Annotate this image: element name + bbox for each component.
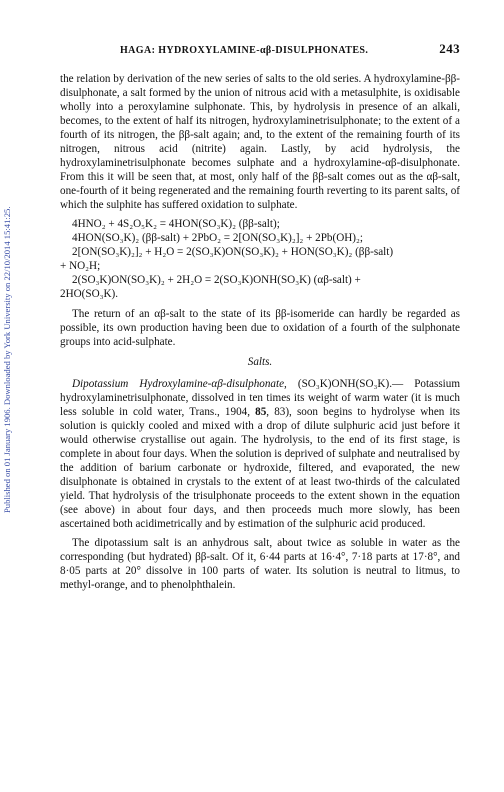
paragraph-relation: the relation by derivation of the new series of salts to the old series. A hydroxylamine-ββ-disulphonate, a salt formed by the union of nitrous acid with a metasulphite, is oxidisable wholly into a peroxylamine sulphonate. This, by hydrolysis in presence of an alkali, becomes, to the extent of half its nitrogen, hydroxylaminetrisulphonate; to the extent of a fourth of its nitrogen, the ββ-salt again; and, to the extent of the remaining fourth of its nitrogen, nitrous acid (nitrite) again. Lastly, by acid hydrolysis, the hydroxylaminetrisulphonate becomes sulphate and a hydroxylamine-αβ-disulphonate. From this it will be seen that, at most, only half of the ββ-salt comes out as the αβ-salt, one-fourth of it being regenerated and the remaining fourth reverting to its parent salts, of which the sulphite has suffered oxidation to sulphate.	[60, 73, 460, 211]
running-title: HAGA: HYDROXYLAMINE-αβ-DISULPHONATES.	[120, 45, 369, 56]
page-body	[60, 72, 460, 597]
section-heading-salts: Salts.	[247, 356, 273, 368]
paragraph-dipotassium	[60, 377, 460, 531]
publication-side-note: Published on 01 January 1906. Downloaded by York University on 22/10/2014 15:41:25.	[2, 206, 12, 514]
paragraph-solubility: The dipotassium salt is an anhydrous salt, about twice as soluble in water as the corresponding (but hydrated) ββ-salt. Of it, 6·44 parts at 16·4°, 7·18 parts at 17·8°, and 8·05 parts at 20° dissolve in 100 parts of water. Its solution is neutral to litmus, to methyl-orange, and to phenolphthalein.	[60, 537, 460, 591]
equation-4: 2(SO₃K)ON(SO₃K)₂ + 2H₂O = 2(SO₃K)ONH(SO₃K) (αβ-salt) +	[72, 274, 361, 286]
paragraph-return: The return of an αβ-salt to the state of its ββ-isomeride can hardly be regarded as possible, its own production having been due to oxidation of a fourth of the sulphonate groups into acid-sulphate.	[60, 308, 460, 348]
page-number: 243	[439, 41, 460, 56]
equation-2: 4HON(SO₃K)₂ (ββ-salt) + 2PbO₂ = 2[ON(SO₃K)₂]₂ + 2Pb(OH)₂;	[72, 232, 363, 244]
equation-3: 2[ON(SO₃K)₂]₂ + H₂O = 2(SO₃K)ON(SO₃K)₂ + HON(SO₃K)₂ (ββ-salt)	[72, 246, 394, 258]
salt-name: Dipotassium Hydroxylamine-αβ-disulphonate,	[72, 378, 287, 390]
salt-formula: (SO₃K)ONH(SO₃K).—	[297, 378, 404, 390]
equation-1: 4HNO₂ + 4S₂O₅K₂ = 4HON(SO₃K)₂ (ββ-salt);	[72, 218, 280, 230]
equation-4-continued: 2HO(SO₃K).	[60, 288, 119, 300]
paragraph-dipotassium-text-1: Potassium hydroxylaminetrisulphonate, dissolved in ten times its weight of warm water (it is much less soluble in cold water, Trans., 1904,	[60, 378, 460, 418]
equation-block	[60, 217, 460, 301]
journal-volume: 85	[255, 406, 267, 418]
paragraph-dipotassium-text-2: , 83), soon begins to hydrolyse when its solution is quickly cooled and mixed with a drop of dilute sulphuric acid just before it would otherwise crystallise out again. The hydrolysis, to the end of its first stage, is complete in about four days. When the solution is deprived of sulphate and neutralised by the addition of barium carbonate or hydroxide, filtered, and evaporated, the new disulphonate is obtained in crystals to the extent of at least two-thirds of the calculated yield. That hydrolysis of the trisulphonate proceeds to the extent shown in the equation (see above) in about four days, and then proceeds much more slowly, has been ascertained both acidimetrically and by estimation of the sulphuric acid produced.	[60, 406, 460, 530]
equation-3-continued: + NO₂H;	[60, 260, 101, 272]
page-header	[60, 43, 460, 59]
